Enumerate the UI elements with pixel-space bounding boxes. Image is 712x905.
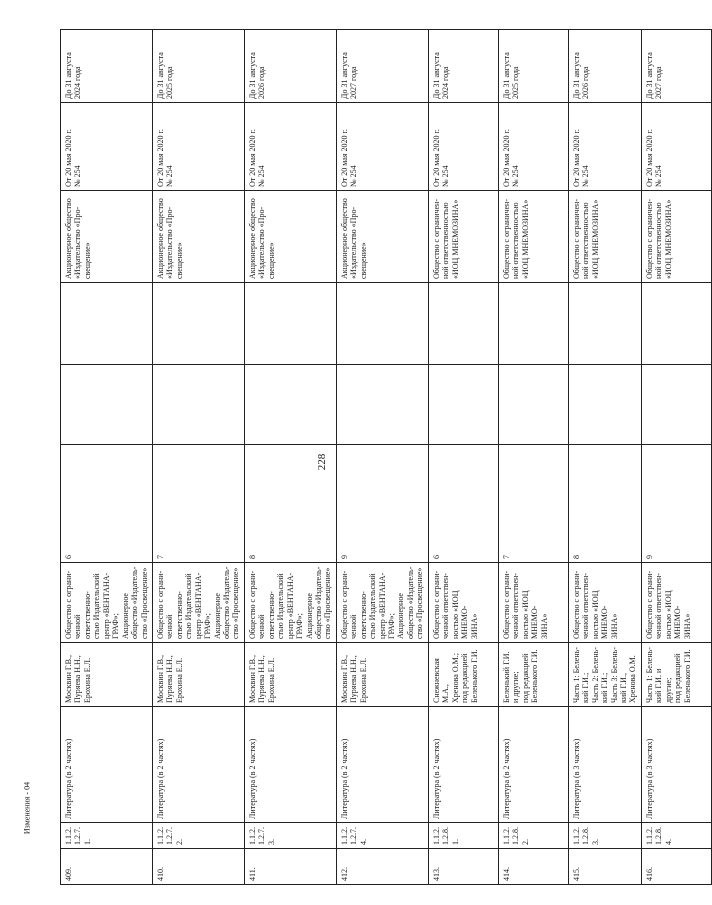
deadline-cell: До 31 августа 2025 года — [152, 30, 244, 103]
publisher-cell: Общество с ограничен- ной ответственностью «ИОЦ МНЕМОЗИНА» — [428, 191, 498, 283]
publisher-cell: Акционерное общество «Издательство «Про- свещение» — [152, 191, 244, 283]
table-row — [641, 30, 711, 885]
table-row — [498, 30, 568, 885]
authors-cell: Москвин Г.В., Пуряева Н.Н., Ерохина Е.Л. — [61, 643, 153, 707]
row-number-cell: 411. — [244, 849, 336, 885]
prev-publisher-cell: Общество с ограни- ченной ответствен- ностью «ИОЦ МНЕМО- ЗИНА» — [641, 563, 711, 643]
deadline-cell: До 31 августа 2027 года — [641, 30, 711, 103]
empty-cell — [152, 283, 244, 365]
prev-publisher-cell: Общество с ограни- ченной ответственно- стью Издательский центр «ВЕНТАНА- ГРАФ»; Акционерное общество «Издатель- ство «Просвещение» — [336, 563, 428, 643]
row-number-cell: 416. — [641, 849, 711, 885]
subject-cell: Литература (в 2 частях) — [498, 707, 568, 823]
empty-cell — [336, 283, 428, 365]
empty-cell — [336, 365, 428, 445]
publisher-cell: Акционерное общество «Издательство «Про- свещение» — [61, 191, 153, 283]
empty-cell — [244, 365, 336, 445]
table-row — [568, 30, 641, 885]
publisher-cell: Общество с ограничен- ной ответственностью «ИОЦ МНЕМОЗИНА» — [498, 191, 568, 283]
row-number-cell: 414. — [498, 849, 568, 885]
grade-cell: 7 — [152, 445, 244, 563]
subject-cell: Литература (в 2 частях) — [152, 707, 244, 823]
order-cell: От 20 мая 2020 г. № 254 — [61, 103, 153, 191]
code-cell: 1.1.2. 1.2.8. 1. — [428, 823, 498, 849]
code-cell: 1.1.2. 1.2.8. 2. — [498, 823, 568, 849]
code-cell: 1.1.2. 1.2.7. 1. — [61, 823, 153, 849]
prev-publisher-cell: Общество с ограни- ченной ответствен- ностью «ИОЦ МНЕМО- ЗИНА» — [428, 563, 498, 643]
row-number-cell: 409. — [61, 849, 153, 885]
prev-publisher-cell: Общество с ограни- ченной ответственно- стью Издательский центр «ВЕНТАНА- ГРАФ»; Акционерное общество «Издатель- ство «Просвещение» — [61, 563, 153, 643]
table-container — [60, 30, 692, 885]
publisher-cell: Общество с ограничен- ной ответственностью «ИОЦ МНЕМОЗИНА» — [641, 191, 711, 283]
authors-cell: Беленький Г.И. и другие; под редакцией Беленького Г.И. — [498, 643, 568, 707]
order-cell: От 20 мая 2020 г. № 254 — [336, 103, 428, 191]
empty-cell — [498, 283, 568, 365]
subject-cell: Литература (в 3 частях) — [641, 707, 711, 823]
order-cell: От 20 мая 2020 г. № 254 — [152, 103, 244, 191]
deadline-cell: До 31 августа 2024 года — [428, 30, 498, 103]
grade-cell: 6 — [428, 445, 498, 563]
grade-cell: 9 — [641, 445, 711, 563]
empty-cell — [152, 365, 244, 445]
grade-cell: 7 — [498, 445, 568, 563]
authors-cell: Москвин Г.В., Пуряева Н.Н., Ерохина Е.Л. — [336, 643, 428, 707]
empty-cell — [61, 365, 153, 445]
order-cell: От 20 мая 2020 г. № 254 — [498, 103, 568, 191]
grade-cell: 6 — [61, 445, 153, 563]
empty-cell — [641, 283, 711, 365]
row-number-cell: 415. — [568, 849, 641, 885]
deadline-cell: До 31 августа 2027 года — [336, 30, 428, 103]
subject-cell: Литература (в 2 частях) — [428, 707, 498, 823]
table-row — [61, 30, 153, 885]
code-cell: 1.1.2. 1.2.7. 2. — [152, 823, 244, 849]
prev-publisher-cell: Общество с ограни- ченной ответственно- стью Издательский центр «ВЕНТАНА- ГРАФ»; Акционерное общество «Издатель- ство «Просвещение» — [152, 563, 244, 643]
order-cell: От 20 мая 2020 г. № 254 — [244, 103, 336, 191]
publisher-cell: Акционерное общество «Издательство «Про- свещение» — [336, 191, 428, 283]
prev-publisher-cell: Общество с ограни- ченной ответствен- ностью «ИОЦ МНЕМО- ЗИНА» — [568, 563, 641, 643]
empty-cell — [641, 365, 711, 445]
empty-cell — [498, 365, 568, 445]
code-cell: 1.1.2. 1.2.7. 4. — [336, 823, 428, 849]
authors-cell: Часть 1: Белень- кий Г.И. и другие; под редакцией Беленького Г.И. — [641, 643, 711, 707]
deadline-cell: До 31 августа 2025 года — [498, 30, 568, 103]
row-number-cell: 410. — [152, 849, 244, 885]
deadline-cell: До 31 августа 2026 года — [244, 30, 336, 103]
order-cell: От 20 мая 2020 г. № 254 — [641, 103, 711, 191]
empty-cell — [428, 283, 498, 365]
grade-cell: 8 — [244, 445, 336, 563]
table-row — [428, 30, 498, 885]
empty-cell — [244, 283, 336, 365]
code-cell: 1.1.2. 1.2.8. 3. — [568, 823, 641, 849]
prev-publisher-cell: Общество с ограни- ченной ответственно- стью Издательский центр «ВЕНТАНА- ГРАФ»; Акционерное общество «Издатель- ство «Просвещение» — [244, 563, 336, 643]
subject-cell: Литература (в 2 частях) — [244, 707, 336, 823]
authors-cell: Москвин Г.В., Пуряева Н.Н., Ерохина Е.Л. — [244, 643, 336, 707]
table-row — [336, 30, 428, 885]
table-row — [152, 30, 244, 885]
publisher-cell: Акционерное общество «Издательство «Про- свещение» — [244, 191, 336, 283]
order-cell: От 20 мая 2020 г. № 254 — [568, 103, 641, 191]
subject-cell: Литература (в 3 частях) — [568, 707, 641, 823]
grade-cell: 9 — [336, 445, 428, 563]
authors-cell: Часть 1: Белень- кий Г.И.; Часть 2: Белень- кий Г.И.; Часть 3: Белень- кий Г.И., Хренова О.М. — [568, 643, 641, 707]
empty-cell — [61, 283, 153, 365]
deadline-cell: До 31 августа 2026 года — [568, 30, 641, 103]
table-row — [244, 30, 336, 885]
prev-publisher-cell: Общество с ограни- ченной ответствен- ностью «ИОЦ МНЕМО- ЗИНА» — [498, 563, 568, 643]
grade-cell: 8 — [568, 445, 641, 563]
authors-cell: Москвин Г.В., Пуряева Н.Н., Ерохина Е.Л. — [152, 643, 244, 707]
order-cell: От 20 мая 2020 г. № 254 — [428, 103, 498, 191]
textbook-table — [60, 29, 712, 885]
subject-cell: Литература (в 2 частях) — [336, 707, 428, 823]
footer-note: Изменения - 04 — [22, 781, 32, 835]
publisher-cell: Общество с ограничен- ной ответственностью «ИОЦ МНЕМОЗИНА» — [568, 191, 641, 283]
empty-cell — [568, 365, 641, 445]
row-number-cell: 413. — [428, 849, 498, 885]
subject-cell: Литература (в 2 частях) — [61, 707, 153, 823]
row-number-cell: 412. — [336, 849, 428, 885]
page-number: 228 — [316, 453, 328, 471]
empty-cell — [568, 283, 641, 365]
empty-cell — [428, 365, 498, 445]
authors-cell: Снежневская М.А., Хренова О.М.; под редакцией Беленького Г.И. — [428, 643, 498, 707]
code-cell: 1.1.2. 1.2.7. 3. — [244, 823, 336, 849]
deadline-cell: До 31 августа 2024 года — [61, 30, 153, 103]
code-cell: 1.1.2. 1.2.8. 4. — [641, 823, 711, 849]
